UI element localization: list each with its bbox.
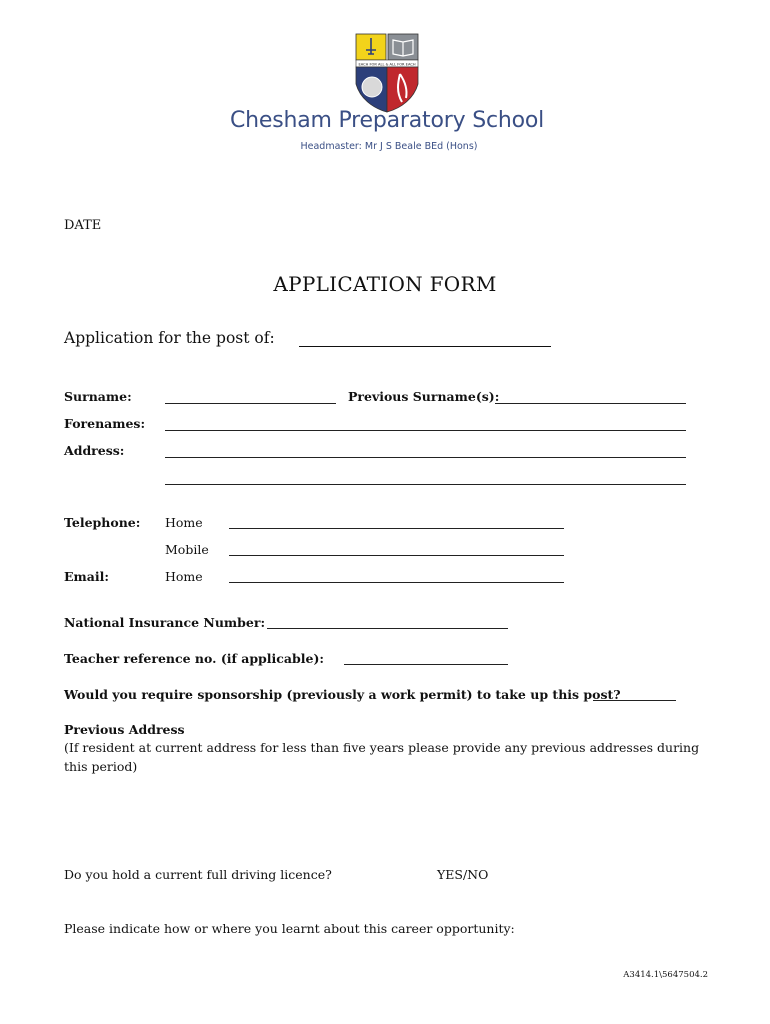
sponsorship-input-line[interactable] (593, 700, 676, 701)
crest-motto: EACH FOR ALL & ALL FOR EACH (358, 62, 416, 67)
forenames-input-line[interactable] (165, 430, 686, 431)
telephone-mobile-input-line[interactable] (229, 555, 564, 556)
ni-number-label: National Insurance Number: (64, 615, 266, 630)
school-crest-logo (354, 32, 420, 114)
sponsorship-question: Would you require sponsorship (previously a work permit) to take up this post? (64, 687, 621, 702)
forenames-label: Forenames: (64, 416, 146, 431)
post-input-line[interactable] (299, 346, 551, 347)
telephone-home-input-line[interactable] (229, 528, 564, 529)
date-label: DATE (64, 218, 102, 233)
email-home-label: Home (165, 569, 203, 584)
surname-input-line[interactable] (165, 403, 336, 404)
previous-address-note-line-1: (If resident at current address for less than five years please provide any previous addresses during (64, 740, 700, 755)
teacher-ref-input-line[interactable] (344, 664, 508, 665)
previous-address-heading: Previous Address (64, 722, 185, 737)
teacher-ref-label: Teacher reference no. (if applicable): (64, 651, 324, 666)
telephone-label: Telephone: (64, 515, 141, 530)
ni-number-input-line[interactable] (267, 628, 508, 629)
post-label: Application for the post of: (64, 329, 275, 347)
school-name: Chesham Preparatory School (229, 108, 545, 133)
address-input-line-2[interactable] (165, 484, 686, 485)
previous-surnames-input-line[interactable] (495, 403, 686, 404)
career-source-question: Please indicate how or where you learnt about this career opportunity: (64, 921, 515, 936)
email-label: Email: (64, 569, 109, 584)
headmaster-line: Headmaster: Mr J S Beale BEd (Hons) (300, 141, 478, 152)
telephone-mobile-label: Mobile (165, 542, 209, 557)
previous-surnames-label: Previous Surname(s): (348, 389, 500, 404)
document-reference: A3414.1\5647504.2 (623, 970, 708, 980)
previous-address-note-line-2: this period) (64, 759, 138, 774)
driving-licence-answer-options[interactable]: YES/NO (437, 867, 489, 882)
email-home-input-line[interactable] (229, 582, 564, 583)
address-input-line-1[interactable] (165, 457, 686, 458)
form-title: APPLICATION FORM (273, 272, 497, 296)
surname-label: Surname: (64, 389, 132, 404)
driving-licence-question: Do you hold a current full driving licence? (64, 867, 332, 882)
address-label: Address: (64, 443, 125, 458)
telephone-home-label: Home (165, 515, 203, 530)
